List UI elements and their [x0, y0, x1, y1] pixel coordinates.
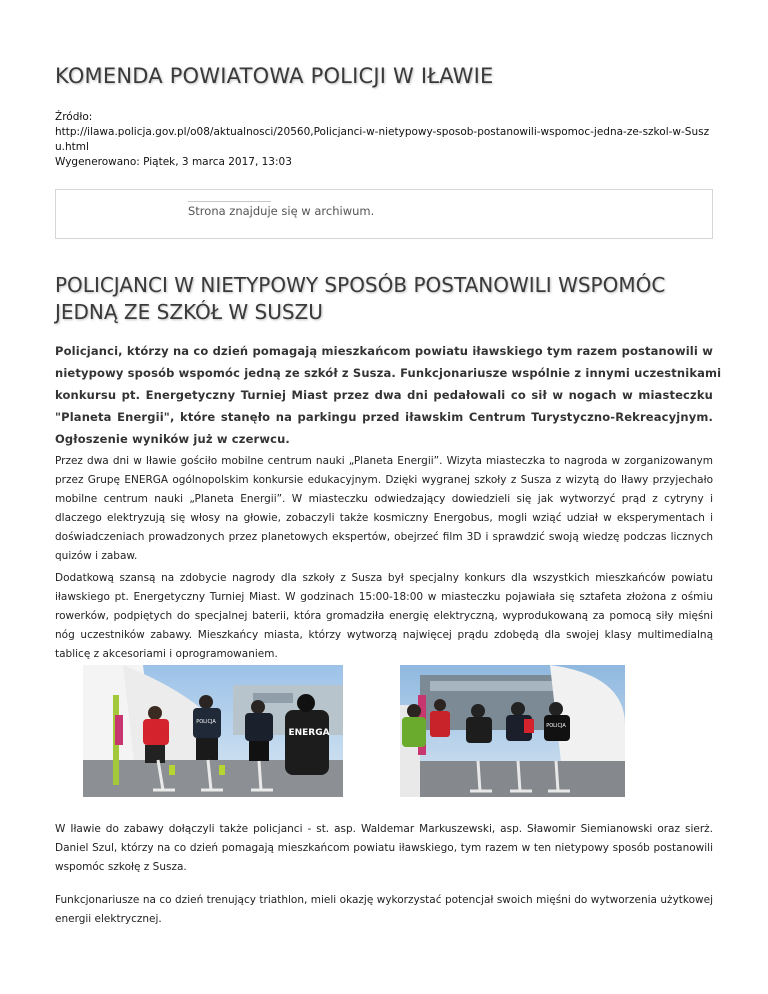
source-info — [55, 110, 713, 170]
photo-cyclists-2-image — [400, 665, 625, 797]
photo1-jacket-text: ENERGA — [288, 728, 330, 738]
site-title: KOMENDA POWIATOWA POLICJI W IŁAWIE — [55, 64, 494, 88]
source-label: Źródło: — [55, 111, 93, 123]
paragraph-line: Funkcjonariusze na co dzień trenujący triathlon, mieli okazję wykorzystać potencjał swoich mięśni do wytworzenia użytkowej — [55, 894, 713, 906]
lead-line: Ogłoszenie wyników już w czerwcu. — [55, 432, 290, 446]
paragraph-line: W Iławie do zabawy dołączyli także policjanci - st. asp. Waldemar Markuszewski, asp. Sławomir Siemianowski oraz sierż. — [55, 823, 713, 835]
paragraph-line: przez Grupę ENERGA ogólnopolskim konkursie edukacyjnym. Dzięki wygranej szkoły z Susza z wizytą do Iławy przyjechało — [55, 474, 713, 486]
archive-notice-box — [55, 189, 713, 239]
article-title-line: JEDNĄ ZE SZKÓŁ W SUSZU — [55, 300, 323, 324]
article-lead — [55, 340, 722, 450]
photo-cyclists-2[interactable] — [400, 665, 625, 797]
generated-date: Wygenerowano: Piątek, 3 marca 2017, 13:03 — [55, 156, 292, 168]
article-title-line: POLICJANCI W NIETYPOWY SPOSÓB POSTANOWILI WSPOMÓC — [55, 273, 666, 297]
paragraph-line: Dodatkową szansą na zdobycie nagrody dla szkoły z Susza był specjalny konkurs dla wszystkich mieszkańców powiatu — [55, 572, 713, 584]
paragraph-2 — [55, 569, 713, 664]
paragraph-line: Daniel Szul, którzy na co dzień pomagają mieszkańcom powiatu iławskiego, tym razem w ten nietypowy sposób postanowili — [55, 842, 713, 854]
paragraph-3 — [55, 820, 713, 877]
paragraph-1 — [55, 452, 713, 566]
article-title — [55, 272, 713, 326]
source-url-line-2[interactable]: u.html — [55, 141, 89, 153]
paragraph-4 — [55, 891, 713, 929]
paragraph-line: quizów i zabaw. — [55, 550, 138, 562]
lead-line: Policjanci, którzy na co dzień pomagają mieszkańcom powiatu iławskiego tym razem postanowili w — [55, 344, 713, 358]
paragraph-line: rowerków, podpiętych do specjalnej baterii, która gromadziła energię elektryczną, wyprodukowaną za pomocą siły mięśni — [55, 610, 713, 622]
photo1-vest-text: POLICJA — [196, 719, 216, 725]
paragraph-line: Przez dwa dni w Iławie gościło mobilne centrum nauki „Planeta Energii”. Wizyta miasteczka to nagroda w zorganizowanym — [55, 455, 713, 467]
paragraph-line: tablicę z akcesoriami i oprogramowaniem. — [55, 648, 278, 660]
paragraph-line: wspomóc szkołę z Susza. — [55, 861, 187, 873]
lead-line: nietypowy sposób wspomóc jedną ze szkół z Susza. Funkcjonariusze wspólnie z innymi uczestnikami — [55, 366, 722, 380]
photo2-vest-text: POLICJA — [546, 723, 566, 729]
lead-line: konkursu pt. Energetyczny Turniej Miast przez dwa dni pedałowali co sił w nogach w miasteczku — [55, 388, 713, 402]
paragraph-line: iławskiego pt. Energetyczny Turniej Miast. W godzinach 15:00-18:00 w miasteczku pojawiała się sztafeta złożona z ośmiu — [55, 591, 713, 603]
lead-line: "Planeta Energii", które stanęło na parkingu przed iławskim Centrum Turystyczno-Rekreacyjnym. — [55, 410, 713, 424]
paragraph-line: doświadczeniach prowadzonych przez planetowych ekspertów, obejrzeć film 3D i sprawdzić swoją wiedzę podczas licznych — [55, 531, 713, 543]
paragraph-line: energii elektrycznej. — [55, 913, 162, 925]
paragraph-line: nóg uczestników zabawy. Mieszkańcy miasta, którzy wytworzą najwięcej prądu zdobędą dla swojej klasy multimedialną — [55, 629, 713, 641]
photo-cyclists-1[interactable] — [83, 665, 343, 797]
source-url-line-1[interactable]: http://ilawa.policja.gov.pl/o08/aktualnosci/20560,Policjanci-w-nietypowy-sposob-postanowili-wspomoc-jedna-ze-szkol-w-Susz — [55, 126, 710, 138]
photo-cyclists-1-image — [83, 665, 343, 797]
paragraph-line: mobilne centrum nauki „Planeta Energii”. W miasteczku odwiedzający dowiedzieli się jak wytworzyć prąd z cytryny i — [55, 493, 713, 505]
archive-divider — [188, 201, 271, 202]
archive-notice-text: Strona znajduje się w archiwum. — [188, 204, 375, 218]
paragraph-line: dlaczego elektryzują się włosy na głowie, zobaczyli także kosmiczny Energobus, mogli wziąć udział w eksperymentach i — [55, 512, 713, 524]
